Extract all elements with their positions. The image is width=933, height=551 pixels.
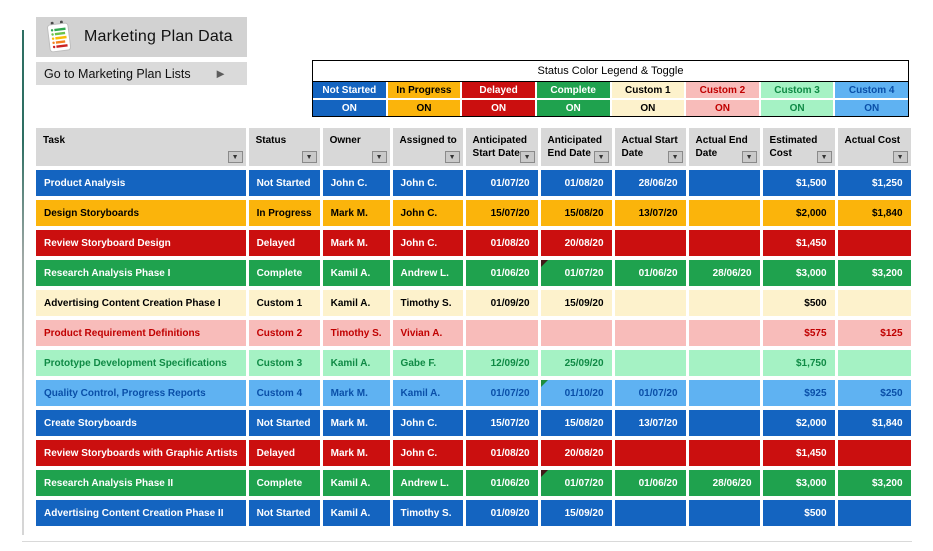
legend-grid: [313, 82, 908, 116]
column-label: Actual End Date: [695, 135, 748, 159]
filter-dropdown-icon-assigned_to[interactable]: ▼: [445, 151, 460, 163]
cell-status[interactable]: Not Started: [249, 170, 320, 196]
status-legend: [312, 60, 909, 117]
table-row: [36, 260, 911, 286]
cell-task[interactable]: Advertising Content Creation Phase II: [36, 500, 246, 526]
column-label: Anticipated End Date: [547, 135, 602, 159]
cell-actual_cost[interactable]: $1,840: [838, 200, 911, 226]
cell-estimated_cost[interactable]: $500: [763, 290, 835, 316]
column-header-assigned_to: [393, 128, 463, 166]
cell-assigned_to[interactable]: Timothy S.: [393, 500, 463, 526]
cell-actual_cost[interactable]: $250: [838, 380, 911, 406]
cell-anticipated_end[interactable]: 01/07/20: [541, 470, 612, 496]
legend-item-complete: Complete: [537, 82, 610, 98]
cell-estimated_cost[interactable]: $575: [763, 320, 835, 346]
cell-anticipated_start[interactable]: 15/07/20: [466, 410, 538, 436]
column-label: Status: [255, 135, 287, 146]
cell-status[interactable]: Custom 4: [249, 380, 320, 406]
cell-actual_end[interactable]: [689, 500, 760, 526]
column-header-task: [36, 128, 246, 166]
cell-actual_end[interactable]: [689, 410, 760, 436]
cell-actual_end[interactable]: [689, 440, 760, 466]
cell-task[interactable]: Design Storyboards: [36, 200, 246, 226]
cell-anticipated_end[interactable]: 15/09/20: [541, 290, 612, 316]
cell-actual_start[interactable]: [615, 320, 686, 346]
column-header-anticipated_start: [466, 128, 538, 166]
filter-dropdown-icon-actual_cost[interactable]: ▼: [893, 151, 908, 163]
cell-actual_start[interactable]: 01/06/20: [615, 470, 686, 496]
cell-assigned_to[interactable]: Andrew L.: [393, 470, 463, 496]
table-row: [36, 230, 911, 256]
table-row: [36, 500, 911, 526]
table-row: [36, 380, 911, 406]
cell-anticipated_start[interactable]: 15/07/20: [466, 200, 538, 226]
cell-owner[interactable]: Kamil A.: [323, 470, 390, 496]
cell-anticipated_end[interactable]: 15/08/20: [541, 410, 612, 436]
filter-dropdown-icon-estimated_cost[interactable]: ▼: [817, 151, 832, 163]
cell-estimated_cost[interactable]: $1,450: [763, 230, 835, 256]
table-row: [36, 200, 911, 226]
bottom-divider: [22, 541, 912, 542]
cell-estimated_cost[interactable]: $1,450: [763, 440, 835, 466]
filter-dropdown-icon-anticipated_start[interactable]: ▼: [520, 151, 535, 163]
cell-owner[interactable]: John C.: [323, 170, 390, 196]
cell-anticipated_end[interactable]: 15/09/20: [541, 500, 612, 526]
cell-anticipated_end[interactable]: [541, 320, 612, 346]
cell-status[interactable]: Custom 1: [249, 290, 320, 316]
cell-actual_start[interactable]: 01/07/20: [615, 380, 686, 406]
cell-estimated_cost[interactable]: $500: [763, 500, 835, 526]
cell-assigned_to[interactable]: John C.: [393, 440, 463, 466]
cell-anticipated_start[interactable]: 01/07/20: [466, 380, 538, 406]
cell-status[interactable]: Custom 2: [249, 320, 320, 346]
legend-toggle-custom1[interactable]: ON: [612, 100, 685, 116]
cell-status[interactable]: Custom 3: [249, 350, 320, 376]
column-label: Estimated Cost: [769, 135, 818, 159]
cell-actual_end[interactable]: 28/06/20: [689, 260, 760, 286]
cell-actual_start[interactable]: [615, 290, 686, 316]
cell-actual_cost[interactable]: $125: [838, 320, 911, 346]
cell-owner[interactable]: Timothy S.: [323, 320, 390, 346]
cell-owner[interactable]: Mark M.: [323, 410, 390, 436]
arrow-right-icon: ►: [214, 66, 227, 81]
app-header: [36, 17, 247, 57]
cell-estimated_cost[interactable]: $2,000: [763, 200, 835, 226]
marketing-plan-table: [33, 124, 914, 530]
column-header-anticipated_end: [541, 128, 612, 166]
cell-owner[interactable]: Kamil A.: [323, 260, 390, 286]
cell-assigned_to[interactable]: Andrew L.: [393, 260, 463, 286]
cell-actual_cost[interactable]: $3,200: [838, 470, 911, 496]
cell-note-marker: [541, 260, 548, 267]
cell-actual_end[interactable]: [689, 230, 760, 256]
filter-dropdown-icon-status[interactable]: ▼: [302, 151, 317, 163]
cell-actual_cost[interactable]: [838, 500, 911, 526]
legend-item-custom4: Custom 4: [835, 82, 908, 98]
legend-toggle-in_progress[interactable]: ON: [388, 100, 461, 116]
cell-task[interactable]: Research Analysis Phase II: [36, 470, 246, 496]
cell-anticipated_end[interactable]: 20/08/20: [541, 440, 612, 466]
cell-estimated_cost[interactable]: $3,000: [763, 470, 835, 496]
cell-task[interactable]: Prototype Development Specifications: [36, 350, 246, 376]
cell-anticipated_end[interactable]: 01/10/20: [541, 380, 612, 406]
cell-actual_cost[interactable]: [838, 350, 911, 376]
column-header-actual_start: [615, 128, 686, 166]
cell-actual_cost[interactable]: $3,200: [838, 260, 911, 286]
column-label: Actual Cost: [844, 135, 901, 146]
cell-owner[interactable]: Mark M.: [323, 440, 390, 466]
cell-task[interactable]: Create Storyboards: [36, 410, 246, 436]
cell-anticipated_start[interactable]: 01/07/20: [466, 170, 538, 196]
cell-actual_start[interactable]: [615, 440, 686, 466]
page-title: Marketing Plan Data: [84, 28, 233, 45]
table-row: [36, 440, 911, 466]
cell-status[interactable]: Complete: [249, 260, 320, 286]
cell-actual_cost[interactable]: [838, 440, 911, 466]
cell-actual_cost[interactable]: $1,250: [838, 170, 911, 196]
legend-title: Status Color Legend & Toggle: [313, 61, 908, 82]
legend-item-in_progress: In Progress: [388, 82, 461, 98]
table-row: [36, 290, 911, 316]
cell-estimated_cost[interactable]: $1,500: [763, 170, 835, 196]
cell-task[interactable]: Advertising Content Creation Phase I: [36, 290, 246, 316]
cell-anticipated_start[interactable]: 01/09/20: [466, 290, 538, 316]
legend-item-custom3: Custom 3: [761, 82, 834, 98]
cell-estimated_cost[interactable]: $2,000: [763, 410, 835, 436]
column-header-owner: [323, 128, 390, 166]
cell-anticipated_start[interactable]: [466, 320, 538, 346]
cell-actual_end[interactable]: [689, 290, 760, 316]
cell-status[interactable]: Delayed: [249, 230, 320, 256]
column-label: Anticipated Start Date: [472, 135, 527, 159]
cell-owner[interactable]: Mark M.: [323, 200, 390, 226]
cell-assigned_to[interactable]: John C.: [393, 230, 463, 256]
legend-toggle-custom3[interactable]: ON: [761, 100, 834, 116]
cell-actual_start[interactable]: 28/06/20: [615, 170, 686, 196]
cell-task[interactable]: Quality Control, Progress Reports: [36, 380, 246, 406]
filter-dropdown-icon-actual_end[interactable]: ▼: [742, 151, 757, 163]
cell-status[interactable]: Not Started: [249, 410, 320, 436]
table-row: [36, 350, 911, 376]
table-row: [36, 170, 911, 196]
table-header-row: [36, 128, 911, 166]
legend-item-not_started: Not Started: [313, 82, 386, 98]
cell-anticipated_start[interactable]: 01/08/20: [466, 440, 538, 466]
cell-anticipated_start[interactable]: 01/06/20: [466, 260, 538, 286]
cell-assigned_to[interactable]: John C.: [393, 200, 463, 226]
filter-dropdown-icon-owner[interactable]: ▼: [372, 151, 387, 163]
cell-actual_end[interactable]: [689, 200, 760, 226]
column-label: Assigned to: [399, 135, 457, 146]
table-row: [36, 410, 911, 436]
cell-actual_end[interactable]: 28/06/20: [689, 470, 760, 496]
cell-actual_end[interactable]: [689, 320, 760, 346]
cell-anticipated_end[interactable]: 01/08/20: [541, 170, 612, 196]
cell-note-marker: [541, 470, 548, 477]
cell-status[interactable]: Complete: [249, 470, 320, 496]
cell-owner[interactable]: Kamil A.: [323, 290, 390, 316]
cell-actual_start[interactable]: 13/07/20: [615, 410, 686, 436]
cell-assigned_to[interactable]: Vivian A.: [393, 320, 463, 346]
cell-task[interactable]: Review Storyboards with Graphic Artists: [36, 440, 246, 466]
cell-owner[interactable]: Kamil A.: [323, 500, 390, 526]
legend-toggle-complete[interactable]: ON: [537, 100, 610, 116]
column-header-actual_cost: [838, 128, 911, 166]
cell-task[interactable]: Review Storyboard Design: [36, 230, 246, 256]
cell-actual_start[interactable]: [615, 500, 686, 526]
legend-toggle-delayed[interactable]: ON: [462, 100, 535, 116]
clipboard-list-icon: [45, 20, 73, 54]
cell-actual_cost[interactable]: $1,840: [838, 410, 911, 436]
cell-owner[interactable]: Mark M.: [323, 230, 390, 256]
go-to-lists-button[interactable]: [36, 62, 247, 85]
cell-anticipated_start[interactable]: 01/08/20: [466, 230, 538, 256]
cell-task[interactable]: Product Analysis: [36, 170, 246, 196]
cell-actual_cost[interactable]: [838, 290, 911, 316]
cell-actual_start[interactable]: 13/07/20: [615, 200, 686, 226]
window-edge-line: [22, 30, 24, 535]
legend-item-custom2: Custom 2: [686, 82, 759, 98]
cell-actual_end[interactable]: [689, 350, 760, 376]
legend-item-delayed: Delayed: [462, 82, 535, 98]
cell-estimated_cost[interactable]: $1,750: [763, 350, 835, 376]
filter-dropdown-icon-actual_start[interactable]: ▼: [668, 151, 683, 163]
column-label: Owner: [329, 135, 361, 146]
cell-status[interactable]: In Progress: [249, 200, 320, 226]
cell-estimated_cost[interactable]: $925: [763, 380, 835, 406]
cell-owner[interactable]: Mark M.: [323, 380, 390, 406]
filter-dropdown-icon-anticipated_end[interactable]: ▼: [594, 151, 609, 163]
cell-actual_end[interactable]: [689, 170, 760, 196]
cell-note-marker: [541, 380, 548, 387]
legend-item-custom1: Custom 1: [612, 82, 685, 98]
table-row: [36, 470, 911, 496]
cell-anticipated_end[interactable]: 25/09/20: [541, 350, 612, 376]
cell-assigned_to[interactable]: Timothy S.: [393, 290, 463, 316]
cell-anticipated_start[interactable]: 12/09/20: [466, 350, 538, 376]
cell-assigned_to[interactable]: Kamil A.: [393, 380, 463, 406]
table-row: [36, 320, 911, 346]
column-header-status: [249, 128, 320, 166]
cell-actual_end[interactable]: [689, 380, 760, 406]
cell-status[interactable]: Delayed: [249, 440, 320, 466]
cell-actual_start[interactable]: [615, 350, 686, 376]
column-label: Task: [43, 135, 66, 146]
cell-task[interactable]: Product Requirement Definitions: [36, 320, 246, 346]
column-header-estimated_cost: [763, 128, 835, 166]
cell-assigned_to[interactable]: John C.: [393, 170, 463, 196]
cell-anticipated_start[interactable]: 01/09/20: [466, 500, 538, 526]
cell-anticipated_end[interactable]: 01/07/20: [541, 260, 612, 286]
cell-assigned_to[interactable]: Gabe F.: [393, 350, 463, 376]
cell-anticipated_start[interactable]: 01/06/20: [466, 470, 538, 496]
cell-assigned_to[interactable]: John C.: [393, 410, 463, 436]
cell-actual_start[interactable]: [615, 230, 686, 256]
cell-anticipated_end[interactable]: 15/08/20: [541, 200, 612, 226]
cell-actual_cost[interactable]: [838, 230, 911, 256]
cell-estimated_cost[interactable]: $3,000: [763, 260, 835, 286]
legend-toggle-custom2[interactable]: ON: [686, 100, 759, 116]
cell-task[interactable]: Research Analysis Phase I: [36, 260, 246, 286]
cell-anticipated_end[interactable]: 20/08/20: [541, 230, 612, 256]
legend-toggle-custom4[interactable]: ON: [835, 100, 908, 116]
column-header-actual_end: [689, 128, 760, 166]
column-label: Actual Start Date: [621, 135, 678, 159]
cell-actual_start[interactable]: 01/06/20: [615, 260, 686, 286]
go-to-lists-label: Go to Marketing Plan Lists: [44, 66, 191, 81]
cell-status[interactable]: Not Started: [249, 500, 320, 526]
filter-dropdown-icon-task[interactable]: ▼: [228, 151, 243, 163]
legend-toggle-not_started[interactable]: ON: [313, 100, 386, 116]
cell-owner[interactable]: Kamil A.: [323, 350, 390, 376]
